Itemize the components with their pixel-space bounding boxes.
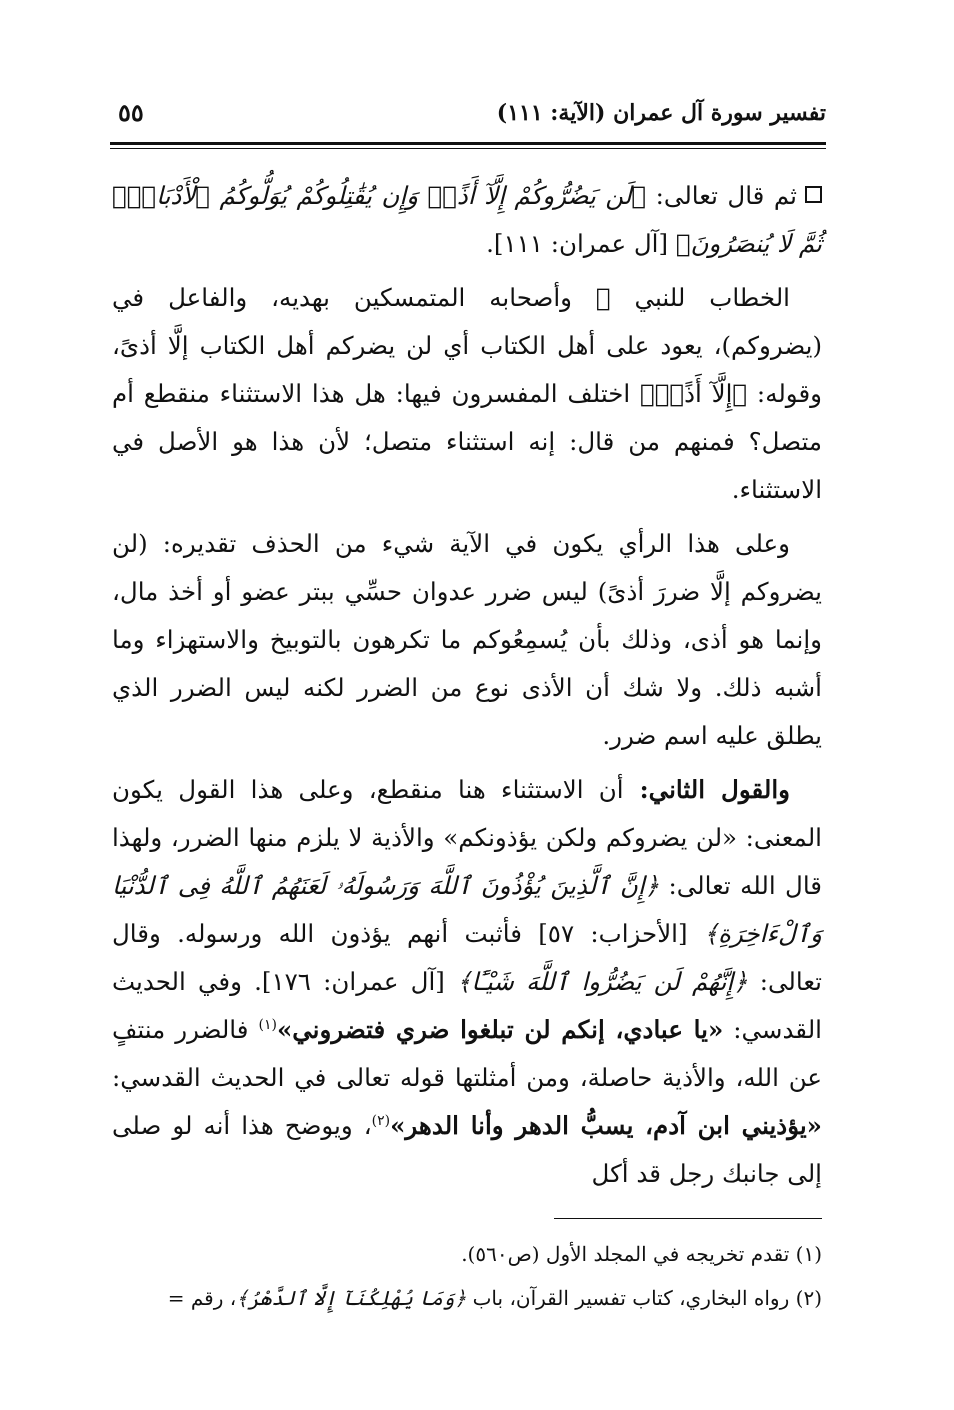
paragraph-address: الخطاب للنبي ﷺ وأصحابه المتمسكين بهديه، والفاعل في (يضروكم)، يعود على أهل الكتاب أي لن يضركم أهل الكتاب إلَّا أذىً، وقوله: ﴿إِلَّآ أَذًىۖ﴾ اختلف المفسرون فيها: هل هذا الاستثناء منقطع أم متصل؟ فمنهم من قال: إنه استثناء متصل؛ لأن هذا هو الأصل في الاستثناء. — [112, 283, 822, 504]
text-segment: [آل عمران: ١٧٦]. وفي الحديث القدسي: — [112, 967, 822, 1044]
page-header — [110, 98, 826, 138]
footnote-number: (١) — [795, 1242, 822, 1266]
verse-reference: [آل عمران: ١١١]. — [486, 229, 676, 258]
footnote-text: ، رقم = — [167, 1286, 237, 1310]
text-segment: فالضرر منتفٍ عن الله، والأذية حاصلة، ومن أمثلتها قوله تعالى في الحديث القدسي: — [112, 1015, 822, 1092]
quran-verse: ﴿إِنَّهُمْ لَن يَضُرُّوا ٱللَّهَ شَيْـًٔا﴾ — [457, 967, 748, 996]
paragraph-first-opinion: وعلى هذا الرأي يكون في الآية شيء من الحذف تقديره: (لن يضروكم إلَّا ضررَ أذىً) ليس ضرر عدوان حسِّي ببتر عضو أو أخذ مال، وإنما هو أذى، وذلك بأن يُسمِعُوكم ما تكرهون بالتوبيخ والاستهزاء وما أشبه ذلك. ولا شك أن الأذى نوع من الضرر لكنه ليس الضرر الذي يطلق عليه اسم ضرر. — [112, 529, 822, 750]
footnote-marker[interactable]: (١) — [258, 1016, 277, 1033]
square-bullet-icon — [805, 186, 822, 203]
running-title: تفسير سورة آل عمران (الآية: ١١١) — [496, 100, 826, 126]
footnote-separator — [554, 1218, 822, 1219]
quran-verse: ﴿إِنَّ ٱلَّذِينَ يُؤْذُونَ ٱللَّهَ وَرَسُولَهُۥ لَعَنَهُمُ ٱللَّهُ فِى ٱلدُّنْيَا وَٱلْءَاخِرَةِ﴾ — [112, 871, 822, 948]
paragraph-second-opinion — [112, 766, 822, 1198]
page-number: ٥٥ — [118, 98, 144, 127]
footnote-text: تقدم تخريجه في المجلد الأول (ص٥٦٠). — [461, 1242, 790, 1266]
header-rule-thick — [110, 142, 826, 145]
footnote-1 — [82, 1232, 822, 1276]
text-segment: أن الاستثناء هنا منقطع، وعلى هذا القول يكون المعنى: «لن يضروكم ولكن يؤذونكم» والأذية لا يلزم منها الضرر، ولهذا قال الله تعالى: — [112, 775, 822, 900]
footnote-2 — [82, 1276, 822, 1320]
footnote-number: (٢) — [795, 1286, 822, 1310]
text-segment: ، ويوضح هذا أنه لو صلى إلى جانبك رجل قد أكل — [112, 1111, 822, 1188]
paragraph-verse-intro — [112, 172, 822, 268]
text-segment: [الأحزاب: ٥٧] فأثبت أنهم يؤذون الله ورسوله. وقال تعالى: — [112, 919, 822, 996]
verse-lead: ثم قال تعالى: — [646, 181, 797, 210]
quran-verse: ﴿وَمَا يُهْلِكُنَآ إِلَّا ٱلدَّهْرُ﴾ — [236, 1286, 467, 1310]
footnote-text: رواه البخاري، كتاب تفسير القرآن، باب — [466, 1286, 790, 1310]
footnote-marker[interactable]: (٢) — [371, 1112, 391, 1129]
footnotes — [82, 1232, 822, 1320]
quran-verse: ﴿لَن يَضُرُّوكُمْ إِلَّآ أَذًىۖ وَإِن يُقَٰتِلُوكُمْ يُوَلُّوكُمُ ٱلْأَدْبَارَۖ ثُمَّ لَا يُنصَرُونَ﴾ — [112, 181, 822, 258]
hadith-quote: «يا عبادي، إنكم لن تبلغوا ضري فتضروني» — [276, 1015, 724, 1044]
second-opinion-heading: والقول الثاني: — [623, 775, 790, 804]
header-rule-thin — [110, 148, 826, 149]
hadith-quote: «يؤذيني ابن آدم، يسبُّ الدهر وأنا الدهر» — [390, 1111, 822, 1140]
main-text — [112, 172, 822, 1204]
